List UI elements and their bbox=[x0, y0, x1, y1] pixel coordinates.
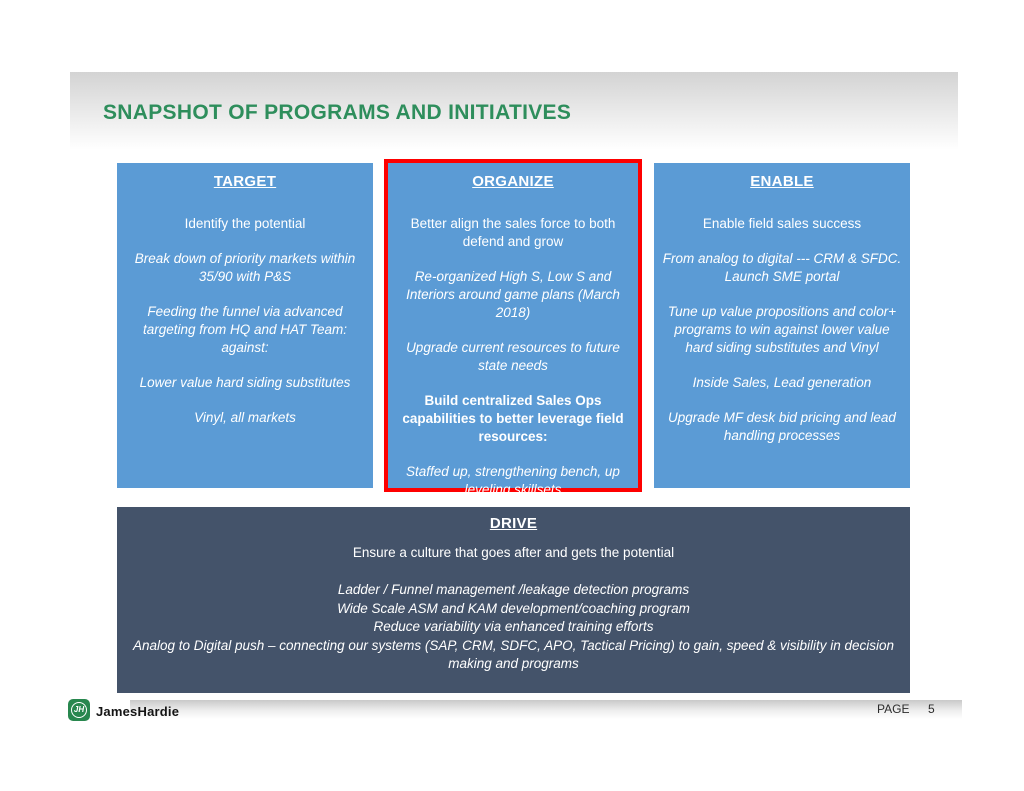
organize-paragraph: Better align the sales force to both defend and grow bbox=[410, 216, 616, 249]
target-paragraph: Identify the potential bbox=[184, 216, 306, 231]
enable-paragraph: Tune up value propositions and color+ programs to win against lower value hard siding substitutes and Vinyl bbox=[667, 304, 897, 355]
brand-name: JamesHardie bbox=[96, 704, 180, 719]
enable-paragraph: Upgrade MF desk bid pricing and lead handling processes bbox=[668, 410, 896, 443]
drive-line: Analog to Digital push – connecting our systems (SAP, CRM, SDFC, APO, Tactical Pricing) to gain, speed & visibility in decision making and programs bbox=[132, 637, 895, 671]
page-label: PAGE bbox=[877, 702, 910, 716]
drive-line: Reduce variability via enhanced training efforts bbox=[373, 619, 654, 634]
organize-paragraph: Re-organized High S, Low S and Interiors around game plans (March 2018) bbox=[406, 269, 620, 320]
drive-line: Wide Scale ASM and KAM development/coaching program bbox=[337, 600, 690, 616]
column-target-header: TARGET bbox=[213, 173, 277, 190]
enable-paragraph: Inside Sales, Lead generation bbox=[692, 375, 872, 390]
column-organize-header: ORGANIZE bbox=[472, 173, 554, 190]
target-paragraph: Lower value hard siding substitutes bbox=[139, 375, 351, 390]
organize-paragraph: Staffed up, strengthening bench, up leveling skillsets bbox=[406, 464, 620, 497]
enable-paragraph: From analog to digital --- CRM & SFDC. Launch SME portal bbox=[662, 251, 902, 284]
organize-paragraph: Upgrade current resources to future state needs bbox=[406, 340, 620, 373]
column-enable-header: ENABLE bbox=[750, 173, 814, 190]
column-enable bbox=[654, 163, 910, 488]
slide-title: SNAPSHOT OF PROGRAMS AND INITIATIVES bbox=[103, 101, 572, 124]
logo-monogram: JH bbox=[73, 705, 85, 714]
target-paragraph: Break down of priority markets within 35/90 with P&S bbox=[134, 251, 356, 284]
enable-paragraph: Enable field sales success bbox=[702, 216, 862, 231]
drive-line: Ladder / Funnel management /leakage detection programs bbox=[337, 582, 690, 597]
target-paragraph: Feeding the funnel via advanced targeting from HQ and HAT Team: against: bbox=[142, 304, 348, 355]
organize-paragraph: Build centralized Sales Ops capabilities to better leverage field resources: bbox=[402, 393, 624, 444]
column-organize-highlighted bbox=[384, 159, 642, 497]
james-hardie-logo-icon bbox=[68, 699, 90, 721]
drive-lines bbox=[131, 581, 896, 674]
drive-header: DRIVE bbox=[489, 515, 538, 532]
logo-ring bbox=[71, 702, 87, 718]
page-number: 5 bbox=[928, 702, 935, 716]
column-target bbox=[117, 163, 373, 488]
drive-lead: Ensure a culture that goes after and gets the potential bbox=[352, 545, 675, 560]
drive-banner bbox=[117, 507, 910, 693]
footer-strip bbox=[130, 700, 962, 719]
target-paragraph: Vinyl, all markets bbox=[194, 410, 296, 425]
